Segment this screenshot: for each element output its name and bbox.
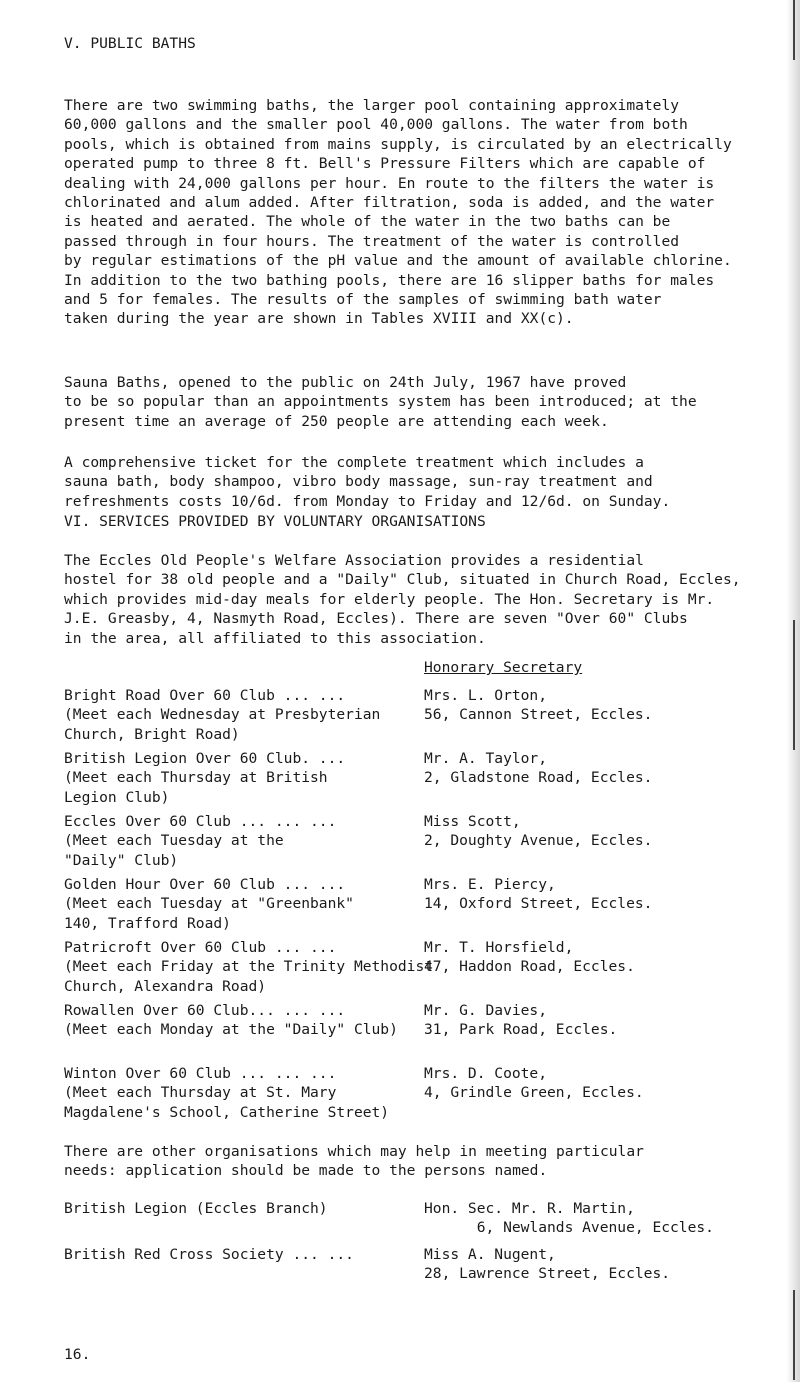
organisation-contact: Hon. Sec. Mr. R. Martin, 6, Newlands Avenue, Eccles. [424,1200,714,1237]
scan-edge-mark [793,0,795,60]
club-entry: Rowallen Over 60 Club... ... ... (Meet each Monday at the "Daily" Club) [64,1002,398,1039]
club-entry: Winton Over 60 Club ... ... ... (Meet each Thursday at St. Mary Magdalene's School, Catherine Street) [64,1065,390,1121]
club-entry: Golden Hour Over 60 Club ... ... (Meet each Tuesday at "Greenbank" 140, Trafford Road) [64,876,354,932]
organisation-name: British Legion (Eccles Branch) [64,1200,328,1217]
club-secretary: Mr. T. Horsfield, 47, Haddon Road, Eccles. [424,939,635,976]
club-secretary: Mr. A. Taylor, 2, Gladstone Road, Eccles. [424,750,653,787]
section-v-paragraph-1: There are two swimming baths, the larger pool containing approximately 60,000 gallons and the smaller pool 40,000 gallons. The water from both pools, which is obtained from mains supply, is circulated by an electrically operated pump to three 8 ft. Bell's Pressure Filters which are capable of dealing with 24,000 gallons per hour. En route to the filters the water is chlorinated and alum added. After filtration, soda is added, and the water is heated and aerated. The whole of the water in the two baths can be passed through in four hours. The treatment of the water is controlled by regular estimations of the pH value and the amount of available chlorine. In addition to the two bathing pools, there are 16 slipper baths for males and 5 for females. The results of the samples of swimming bath water taken during the year are shown in Tables XVIII and XX(c). [64,97,732,328]
organisation-name: British Red Cross Society ... ... [64,1246,354,1263]
section-vi-paragraph-2: There are other organisations which may help in meeting particular needs: application should be made to the persons named. [64,1143,644,1180]
club-secretary: Mrs. E. Piercy, 14, Oxford Street, Eccles. [424,876,653,913]
club-entry: Bright Road Over 60 Club ... ... (Meet each Wednesday at Presbyterian Church, Bright Road) [64,687,381,743]
club-secretary: Mrs. D. Coote, 4, Grindle Green, Eccles. [424,1065,644,1102]
club-secretary: Miss Scott, 2, Doughty Avenue, Eccles. [424,813,653,850]
honorary-secretary-heading: Honorary Secretary [424,659,583,676]
club-secretary: Mr. G. Davies, 31, Park Road, Eccles. [424,1002,618,1039]
section-vi-paragraph-1: The Eccles Old People's Welfare Association provides a residential hostel for 38 old people and a "Daily" Club, situated in Church Road, Eccles, which provides mid-day meals for elderly people. The Hon. Secretary is Mr. J.E. Greasby, 4, Nasmyth Road, Eccles). There are seven "Over 60" Clubs in the area, all affiliated to this association. [64,552,741,647]
section-v-paragraph-2: Sauna Baths, opened to the public on 24th July, 1967 have proved to be so popular than an appointments system has been introduced; at the present time an average of 250 people are attending each week. [64,374,697,430]
club-entry: British Legion Over 60 Club. ... (Meet each Thursday at British Legion Club) [64,750,346,806]
section-v-heading: V. PUBLIC BATHS [64,35,196,52]
club-secretary: Mrs. L. Orton, 56, Cannon Street, Eccles. [424,687,653,724]
page-number: 16. [64,1346,91,1363]
scan-edge-mark [793,1290,795,1380]
scan-edge-mark [793,620,795,750]
club-entry: Eccles Over 60 Club ... ... ... (Meet each Tuesday at the "Daily" Club) [64,813,337,869]
section-v-paragraph-3: A comprehensive ticket for the complete treatment which includes a sauna bath, body shampoo, vibro body massage, sun-ray treatment and refreshments costs 10/6d. from Monday to Friday and 12/6d. on Sunday. [64,454,671,510]
club-entry: Patricroft Over 60 Club ... ... (Meet each Friday at the Trinity Methodist Church, Alexandra Road) [64,939,434,995]
section-vi-heading: VI. SERVICES PROVIDED BY VOLUNTARY ORGANISATIONS [64,513,486,530]
organisation-contact: Miss A. Nugent, 28, Lawrence Street, Eccles. [424,1246,671,1283]
